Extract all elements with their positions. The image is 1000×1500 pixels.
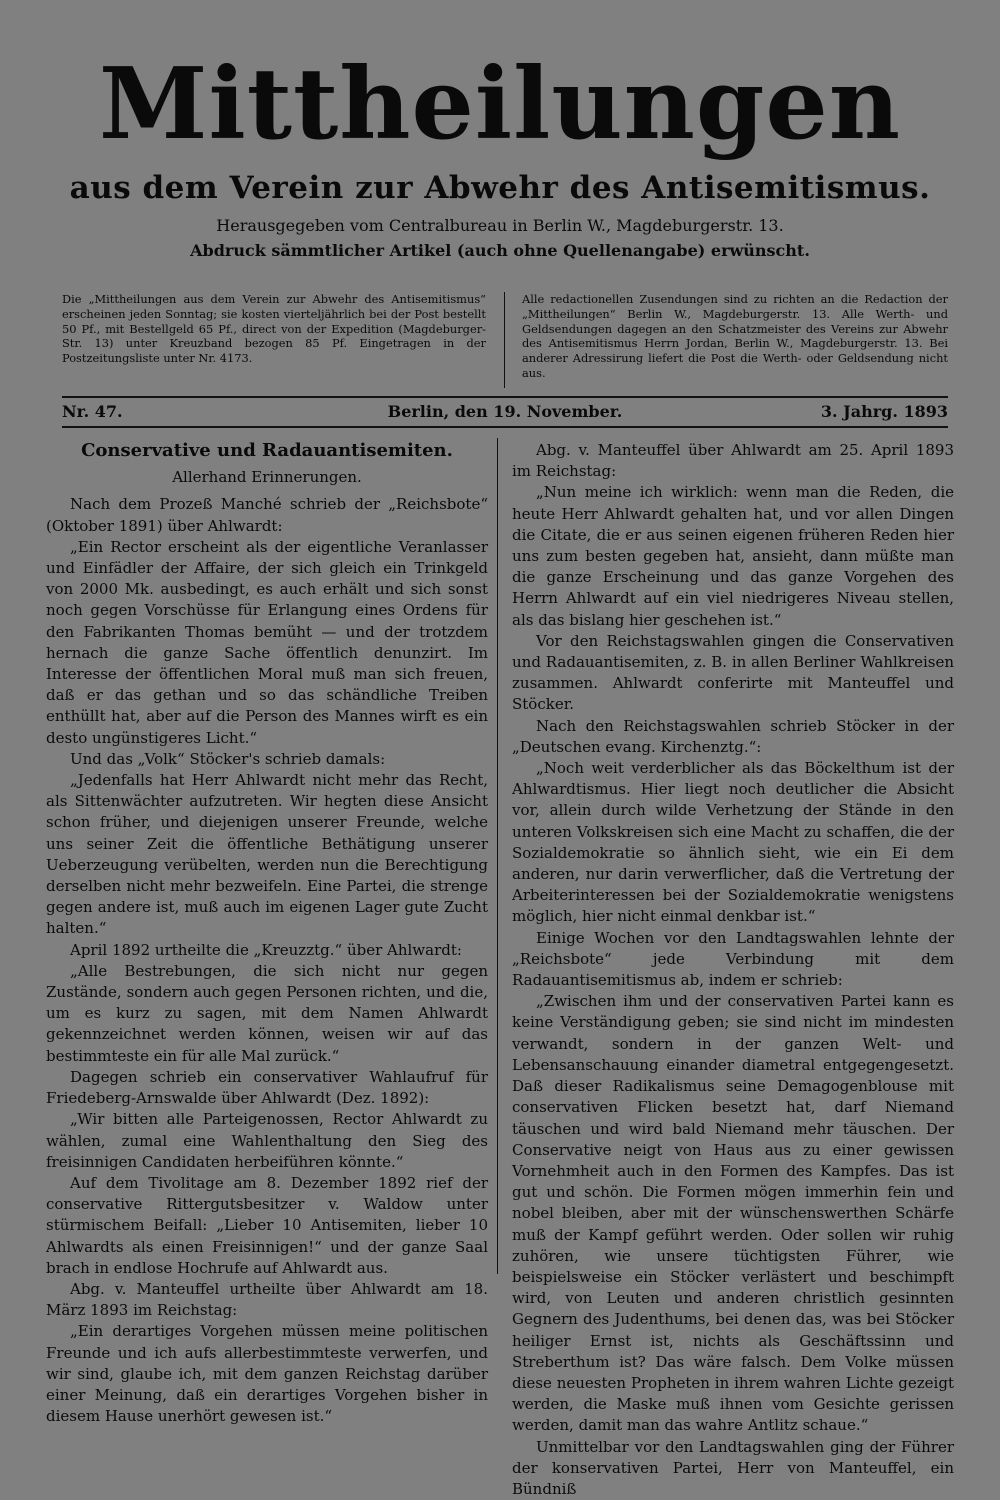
article-paragraph: Abg. v. Manteuffel urtheilte über Ahlwardt am 18. März 1893 im Reichstag: — [46, 1279, 488, 1320]
newspaper-title: Mittheilungen — [99, 47, 901, 162]
article-paragraph: Vor den Reichstagswahlen gingen die Conservativen und Radauantisemiten, z. B. in allen Berliner Wahlkreisen zusammen. Ahlwardt conferirte mit Manteuffel und Stöcker. — [512, 631, 954, 714]
subscription-notice: Die „Mittheilungen aus dem Verein zur Abwehr des Antisemitismus“ erscheinen jeden Sonntag; sie kosten vierteljährlich bei der Post bestellt 50 Pf., mit Bestellgeld 65 Pf., direct von der Expedition (Magdeburger-Str. 13) unter Kreuzband bezogen 85 Pf. Eingetragen in der Postzeitungsliste unter Nr. 4173. — [62, 292, 486, 366]
issue-year: 3. Jahrg. 1893 — [820, 402, 948, 421]
article-paragraph: „Zwischen ihm und der conservativen Partei kann es keine Verständigung geben; sie sind nicht im mindesten verwandt, sondern in der ganzen Welt- und Lebensanschauung einander diametral entgegengesetzt. Daß dieser Radikalismus seine Demagogenblouse mit conservativen Flicken besetzt hat, darf Niemand täuschen und wird bald Niemand mehr täuschen. Der Conservative neigt von Haus aus zu einer gewissen Vornehmheit auch in den Formen des Kampfes. Das ist gut und schön. Die Formen mögen immerhin fein und nobel bleiben, aber mit der wünschenswerthen Schärfe muß der Kampf geführt werden. Oder sollen wir ruhig zuhören, wie unsere tüchtigsten Führer, wie beispielsweise ein Stöcker verlästert und beschimpft wird, von Leuten und anderen christlich gesinnten Gegnern des Judenthums, bei denen das, was bei Stöcker heiliger Ernst ist, nichts als Geschäftssinn und Streberthum ist? Das wäre falsch. Dem Volke müssen diese neuesten Propheten in ihrem wahren Lichte gezeigt werden, die Maske muß ihnen vom Gesichte gerissen werden, damit man das wahre Antlitz schaue.“ — [512, 992, 954, 1435]
publisher-line: Herausgegeben vom Centralbureau in Berlin W., Magdeburgerstr. 13. — [216, 216, 784, 235]
issue-number: Nr. 47. — [62, 402, 123, 421]
column-divider — [497, 438, 498, 1274]
article-paragraph: „Ein derartiges Vorgehen müssen meine politischen Freunde und ich aufs allerbestimmteste verwerfen, und wir sind, glaube ich, mit dem ganzen Reichstag darüber einer Meinung, daß ein derartiges Vorgehen bisher in diesem Hause unerhört gewesen ist.“ — [46, 1322, 488, 1426]
left-column — [46, 440, 488, 1427]
newspaper-subtitle: aus dem Verein zur Abwehr des Antisemitismus. — [69, 170, 931, 206]
article-paragraph: „Jedenfalls hat Herr Ahlwardt nicht mehr das Recht, als Sittenwächter aufzutreten. Wir hegten diese Ansicht schon früher, und diejenigen unserer Freunde, welche uns seiner Zeit die öffentliche Bethätigung unserer Ueberzeugung verübelten, werden nun die Berechtigung derselben nicht mehr bezweifeln. Eine Partei, die strenge gegen andere ist, muß auch im eigenen Lager gute Zucht halten.“ — [46, 771, 488, 938]
article-paragraph: Auf dem Tivolitage am 8. Dezember 1892 rief der conservative Rittergutsbesitzer v. Waldow unter stürmischem Beifall: „Lieber 10 Antisemiten, lieber 10 Ahlwardts als einen Freisinnigen!“ und der ganze Saal brach in endlose Hochrufe auf Ahlwardt aus. — [46, 1173, 488, 1277]
article-paragraph: „Alle Bestrebungen, die sich nicht nur gegen Zustände, sondern auch gegen Personen richten, und die, um es kurz zu sagen, mit dem Namen Ahlwardt gekennzeichnet werden können, weisen wir auf das bestimmteste ein für alle Mal zurück.“ — [46, 961, 488, 1065]
article-paragraph: Abg. v. Manteuffel über Ahlwardt am 25. April 1893 im Reichstag: — [512, 441, 954, 481]
article-paragraph: Einige Wochen vor den Landtagswahlen lehnte der „Reichsbote“ jede Verbindung mit dem Radauantisemitismus ab, indem er schrieb: — [512, 928, 954, 990]
bottom-rule — [62, 426, 948, 428]
article-paragraph: Und das „Volk“ Stöcker's schrieb damals: — [70, 749, 386, 768]
article-paragraph: Dagegen schrieb ein conservativer Wahlaufruf für Friedeberg-Arnswalde über Ahlwardt (Dez. 1892): — [46, 1067, 488, 1108]
article-paragraph: Nach dem Prozeß Manché schrieb der „Reichsbote“ (Oktober 1891) über Ahlwardt: — [46, 495, 488, 535]
right-column — [512, 440, 954, 1500]
article-paragraph: „Nun meine ich wirklich: wenn man die Reden, die heute Herr Ahlwardt gehalten hat, und vor allen Dingen die Citate, die er aus seinen eigenen früheren Reden hier uns zum besten gegeben hat, ansieht, dann müßte man die ganze Erscheinung und das ganze Vorgehen des Herrn Ahlwardt auf ein viel niedrigeres Niveau stellen, als das bislang hier geschehen ist.“ — [512, 483, 954, 629]
editorial-address-notice: Alle redactionellen Zusendungen sind zu richten an die Redaction der „Mittheilungen“ Berlin W., Magdeburgerstr. 13. Alle Werth- und Geldsendungen dagegen an den Schatzmeister des Vereins zur Abwehr des Antisemitismus Herrn Jordan, Berlin W., Magdeburgerstr. 13. Bei anderer Adressirung liefert die Post die Werth- oder Geldsendung nicht aus. — [522, 292, 948, 380]
subscription-notices — [62, 292, 948, 392]
masthead — [0, 47, 1000, 260]
article-paragraph: April 1892 urtheilte die „Kreuzztg.“ über Ahlwardt: — [70, 940, 462, 959]
notice-divider — [504, 292, 505, 388]
issue-bar — [62, 402, 948, 422]
top-rule — [62, 396, 948, 398]
reprint-note: Abdruck sämmtlicher Artikel (auch ohne Quellenangabe) erwünscht. — [190, 241, 810, 260]
article-paragraph: „Ein Rector erscheint als der eigentliche Veranlasser und Einfädler der Affaire, der sich gleich ein Trinkgeld von 2000 Mk. ausbedingt, es auch erhält und sich sonst noch gegen Vorschüsse für Erlangung eines Ordens für den Fabrikanten Thomas bemüht — und der trotzdem hernach die ganze Sache öffentlich denunzirt. Im Interesse der öffentlichen Moral muß man sich freuen, daß er das gethan und so das schändliche Treiben enthüllt hat, aber auf die Person des Mannes wirft es ein desto ungünstigeres Licht.“ — [46, 537, 488, 747]
article-paragraph: „Noch weit verderblicher als das Böckelthum ist der Ahlwardtismus. Hier liegt noch deutlicher die Absicht vor, allein durch wilde Verhetzung der Stände in den unteren Volkskreisen sich eine Macht zu schaffen, die der Sozialdemokratie so ähnlich sieht, wie ein Ei dem anderen, nur darin verwerflicher, daß die Vertretung der Arbeiterinteressen bei der Sozialdemokratie wenigstens möglich, hier nicht einmal denkbar ist.“ — [512, 759, 954, 926]
article-paragraph: Unmittelbar vor den Landtagswahlen ging der Führer der konservativen Partei, Herr von Manteuffel, ein Bündniß — [512, 1437, 954, 1498]
article-paragraph: „Wir bitten alle Parteigenossen, Rector Ahlwardt zu wählen, zumal eine Wahlenthaltung den Sieg des freisinnigen Candidaten herbeiführen könnte.“ — [46, 1110, 488, 1171]
article-kicker: Allerhand Erinnerungen. — [172, 468, 362, 487]
article-headline: Conservative und Radauantisemiten. — [81, 440, 453, 461]
article-paragraph: Nach den Reichstagswahlen schrieb Stöcker in der „Deutschen evang. Kirchenztg.“: — [512, 716, 954, 756]
issue-date: Berlin, den 19. November. — [387, 402, 623, 421]
